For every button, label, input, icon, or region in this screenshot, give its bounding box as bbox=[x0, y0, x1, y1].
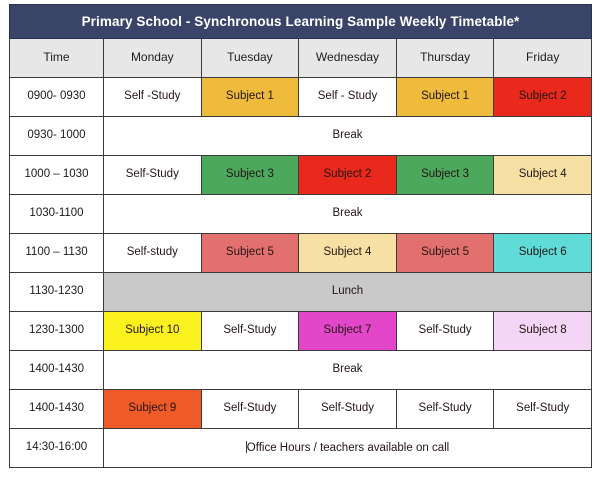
timetable-title-row bbox=[10, 5, 592, 39]
time-slot-label: 1100 – 1130 bbox=[10, 234, 104, 273]
self-study-cell: Self-Study bbox=[494, 390, 592, 429]
table-row bbox=[10, 195, 592, 234]
table-row bbox=[10, 78, 592, 117]
subject-cell: Subject 10 bbox=[104, 312, 202, 351]
table-row bbox=[10, 273, 592, 312]
self-study-cell: Self-Study bbox=[201, 312, 299, 351]
time-slot-label: 14:30-16:00 bbox=[10, 429, 104, 468]
self-study-cell: Self-Study bbox=[396, 312, 494, 351]
table-row bbox=[10, 117, 592, 156]
column-header-time: Time bbox=[10, 39, 104, 78]
table-row bbox=[10, 351, 592, 390]
self-study-cell: Self-Study bbox=[299, 390, 397, 429]
column-header-tuesday: Tuesday bbox=[201, 39, 299, 78]
timetable-title: Primary School - Synchronous Learning Sample Weekly Timetable* bbox=[10, 5, 592, 39]
self-study-cell: Self -Study bbox=[104, 78, 202, 117]
activity-cell-break: Break bbox=[104, 195, 592, 234]
subject-cell: Subject 4 bbox=[299, 234, 397, 273]
self-study-cell: Self-Study bbox=[104, 156, 202, 195]
activity-cell-lunch: Lunch bbox=[104, 273, 592, 312]
subject-cell: Subject 5 bbox=[201, 234, 299, 273]
subject-cell: Subject 2 bbox=[494, 78, 592, 117]
subject-cell: Subject 4 bbox=[494, 156, 592, 195]
subject-cell: Subject 5 bbox=[396, 234, 494, 273]
subject-cell: Subject 6 bbox=[494, 234, 592, 273]
time-slot-label: 0900- 0930 bbox=[10, 78, 104, 117]
activity-cell-office bbox=[104, 429, 592, 468]
subject-cell: Subject 2 bbox=[299, 156, 397, 195]
subject-cell: Subject 3 bbox=[201, 156, 299, 195]
column-header-wednesday: Wednesday bbox=[299, 39, 397, 78]
subject-cell: Subject 1 bbox=[201, 78, 299, 117]
table-row bbox=[10, 156, 592, 195]
time-slot-label: 1130-1230 bbox=[10, 273, 104, 312]
time-slot-label: 1400-1430 bbox=[10, 351, 104, 390]
activity-cell-label: Office Hours / teachers available on call bbox=[246, 441, 450, 454]
weekly-timetable bbox=[9, 4, 592, 468]
timetable-header-row bbox=[10, 39, 592, 78]
self-study-cell: Self - Study bbox=[299, 78, 397, 117]
table-row bbox=[10, 429, 592, 468]
activity-cell-break: Break bbox=[104, 117, 592, 156]
table-row bbox=[10, 390, 592, 429]
time-slot-label: 1230-1300 bbox=[10, 312, 104, 351]
subject-cell: Subject 1 bbox=[396, 78, 494, 117]
timetable-body bbox=[10, 5, 592, 468]
subject-cell: Subject 3 bbox=[396, 156, 494, 195]
activity-cell-break: Break bbox=[104, 351, 592, 390]
subject-cell: Subject 9 bbox=[104, 390, 202, 429]
self-study-cell: Self-Study bbox=[396, 390, 494, 429]
time-slot-label: 1400-1430 bbox=[10, 390, 104, 429]
time-slot-label: 1030-1100 bbox=[10, 195, 104, 234]
self-study-cell: Self-Study bbox=[201, 390, 299, 429]
table-row bbox=[10, 234, 592, 273]
column-header-friday: Friday bbox=[494, 39, 592, 78]
time-slot-label: 1000 – 1030 bbox=[10, 156, 104, 195]
subject-cell: Subject 7 bbox=[299, 312, 397, 351]
self-study-cell: Self-study bbox=[104, 234, 202, 273]
time-slot-label: 0930- 1000 bbox=[10, 117, 104, 156]
subject-cell: Subject 8 bbox=[494, 312, 592, 351]
timetable-container bbox=[9, 4, 591, 471]
column-header-monday: Monday bbox=[104, 39, 202, 78]
column-header-thursday: Thursday bbox=[396, 39, 494, 78]
table-row bbox=[10, 312, 592, 351]
